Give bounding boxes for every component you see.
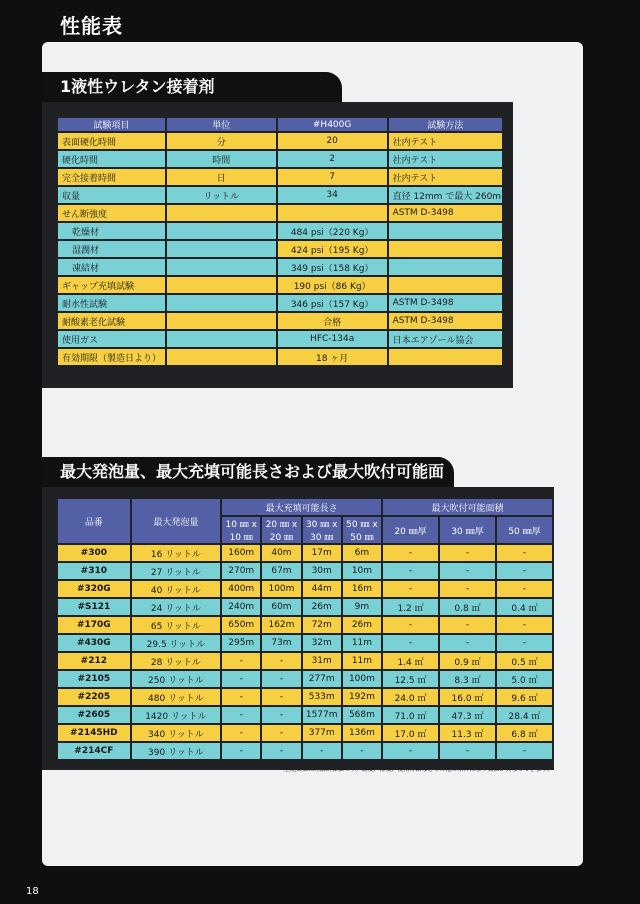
header-max-length: 最大充填可能長さ [222, 499, 381, 515]
row-method [389, 259, 502, 275]
table-row [58, 599, 552, 615]
size-a: 20 ㎜ x [265, 520, 298, 530]
foam-capacity-table [56, 497, 554, 761]
table-row [58, 707, 552, 723]
row-unit [167, 313, 276, 329]
length-value: 192m [343, 689, 381, 705]
row-method: 社内テスト [389, 151, 502, 167]
row-value: 424 psi（195 Kg） [278, 241, 387, 257]
row-item: 耐水性試験 [58, 295, 165, 311]
section-adhesive-title: 1液性ウレタン接着剤 [42, 72, 342, 102]
length-value: 17m [303, 545, 341, 561]
row-method [389, 277, 502, 293]
area-value: - [497, 545, 552, 561]
row-unit [167, 223, 276, 239]
length-value: 400m [222, 581, 260, 597]
header-test-item: 試験項目 [58, 118, 165, 131]
length-value: 270m [222, 563, 260, 579]
footnote: 上記数値は理論計算値です。温度、湿度、使用方法などその他の条件により数値が異なってきます。 [284, 766, 554, 773]
row-method: ASTM D-3498 [389, 205, 502, 221]
length-value: 377m [303, 725, 341, 741]
row-item: 収量 [58, 187, 165, 203]
area-value: 0.4 ㎡ [497, 599, 552, 615]
size-b: 30 ㎜ [310, 533, 334, 543]
area-value: - [497, 563, 552, 579]
table-row [58, 187, 502, 203]
header-area-30: 30 ㎜厚 [440, 517, 495, 543]
section-foam-title: 最大発泡量、最大充填可能長さおよび最大吹付可能面 [42, 457, 454, 487]
product-code: #S121 [58, 599, 130, 615]
adhesive-spec-table [56, 116, 504, 367]
max-foam-value: 65 リットル [132, 617, 220, 633]
product-code: #430G [58, 635, 130, 651]
area-value: - [497, 617, 552, 633]
row-value: 合格 [278, 313, 387, 329]
length-value: - [303, 743, 341, 759]
area-value: 28.4 ㎡ [497, 707, 552, 723]
length-value: 32m [303, 635, 341, 651]
length-value: - [262, 743, 300, 759]
length-value: 10m [343, 563, 381, 579]
length-value: 568m [343, 707, 381, 723]
product-code: #320G [58, 581, 130, 597]
header-length-30 [303, 517, 341, 543]
row-unit [167, 349, 276, 365]
row-method [389, 223, 502, 239]
row-method: 日本エアゾール協会 [389, 331, 502, 347]
size-b: 20 ㎜ [269, 533, 294, 543]
length-value: - [262, 653, 300, 669]
row-method: 社内テスト [389, 169, 502, 185]
area-value: - [383, 635, 438, 651]
area-value: - [383, 545, 438, 561]
row-value: 18 ヶ月 [278, 349, 387, 365]
area-value: 1.2 ㎡ [383, 599, 438, 615]
row-item: 凍結材 [58, 259, 165, 275]
max-foam-value: 29.5 リットル [132, 635, 220, 651]
header-max-area: 最大吹付可能面積 [383, 499, 552, 515]
row-method: 社内テスト [389, 133, 502, 149]
length-value: 30m [303, 563, 341, 579]
table-row [58, 169, 502, 185]
length-value: 67m [262, 563, 300, 579]
area-value: 71.0 ㎡ [383, 707, 438, 723]
row-value: 34 [278, 187, 387, 203]
row-unit: 日 [167, 169, 276, 185]
row-method: ASTM D-3498 [389, 313, 502, 329]
size-b: 50 ㎜ [350, 533, 374, 543]
table-row [58, 743, 552, 759]
length-value: - [343, 743, 381, 759]
size-a: 30 ㎜ x [305, 520, 338, 530]
row-method [389, 349, 502, 365]
product-code: #2205 [58, 689, 130, 705]
row-unit [167, 295, 276, 311]
table-row [58, 205, 502, 221]
length-value: 160m [222, 545, 260, 561]
length-value: 40m [262, 545, 300, 561]
length-value: - [222, 689, 260, 705]
table-row [58, 277, 502, 293]
area-value: 0.9 ㎡ [440, 653, 495, 669]
area-value: 24.0 ㎡ [383, 689, 438, 705]
length-value: - [262, 725, 300, 741]
row-value [278, 205, 387, 221]
area-value: - [440, 581, 495, 597]
length-value: 73m [262, 635, 300, 651]
row-item: 表面硬化時間 [58, 133, 165, 149]
table-row [58, 133, 502, 149]
product-code: #214CF [58, 743, 130, 759]
length-value: 16m [343, 581, 381, 597]
max-foam-value: 24 リットル [132, 599, 220, 615]
length-value: 60m [262, 599, 300, 615]
row-item: 乾燥材 [58, 223, 165, 239]
page-title: 性能表 [60, 14, 123, 38]
length-value: 136m [343, 725, 381, 741]
length-value: 1577m [303, 707, 341, 723]
table-row [58, 653, 552, 669]
table-row [58, 295, 502, 311]
area-value: - [383, 581, 438, 597]
table-row [58, 313, 502, 329]
header-product: #H400G [278, 118, 387, 131]
row-item: 耐酸素老化試験 [58, 313, 165, 329]
row-unit [167, 331, 276, 347]
area-value: 6.8 ㎡ [497, 725, 552, 741]
header-length-10 [222, 517, 260, 543]
length-value: 100m [262, 581, 300, 597]
area-value: 17.0 ㎡ [383, 725, 438, 741]
header-unit: 単位 [167, 118, 276, 131]
table-row [58, 151, 502, 167]
length-value: 240m [222, 599, 260, 615]
area-value: 9.6 ㎡ [497, 689, 552, 705]
area-value: 0.5 ㎡ [497, 653, 552, 669]
row-value: 7 [278, 169, 387, 185]
max-foam-value: 480 リットル [132, 689, 220, 705]
page-number: 18 [26, 886, 39, 897]
size-b: 10 ㎜ [229, 533, 253, 543]
length-value: 295m [222, 635, 260, 651]
area-value: 11.3 ㎡ [440, 725, 495, 741]
row-item: ギャップ充填試験 [58, 277, 165, 293]
length-value: 650m [222, 617, 260, 633]
product-code: #2105 [58, 671, 130, 687]
area-value: 47.3 ㎡ [440, 707, 495, 723]
length-value: - [222, 671, 260, 687]
area-value: - [440, 545, 495, 561]
row-method: 直径 12mm で最大 260m [389, 187, 502, 203]
row-item: 硬化時間 [58, 151, 165, 167]
product-code: #2605 [58, 707, 130, 723]
area-value: - [440, 743, 495, 759]
length-value: - [222, 725, 260, 741]
row-method: ASTM D-3498 [389, 295, 502, 311]
row-value: 2 [278, 151, 387, 167]
row-unit: リットル [167, 187, 276, 203]
header-length-20 [262, 517, 300, 543]
area-value: - [440, 617, 495, 633]
row-value: 190 psi（86 Kg） [278, 277, 387, 293]
area-value: 16.0 ㎡ [440, 689, 495, 705]
table-row [58, 223, 502, 239]
header-area-20: 20 ㎜厚 [383, 517, 438, 543]
length-value: 100m [343, 671, 381, 687]
row-unit: 分 [167, 133, 276, 149]
row-unit: 時間 [167, 151, 276, 167]
product-code: #300 [58, 545, 130, 561]
length-value: - [222, 707, 260, 723]
length-value: 277m [303, 671, 341, 687]
max-foam-value: 40 リットル [132, 581, 220, 597]
length-value: 44m [303, 581, 341, 597]
row-item: 有効期限（製造日より） [58, 349, 165, 365]
header-product-code: 品番 [58, 499, 130, 543]
length-value: 72m [303, 617, 341, 633]
area-value: - [497, 581, 552, 597]
max-foam-value: 390 リットル [132, 743, 220, 759]
length-value: - [262, 707, 300, 723]
area-value: - [440, 635, 495, 651]
max-foam-value: 27 リットル [132, 563, 220, 579]
table-row [58, 725, 552, 741]
product-code: #170G [58, 617, 130, 633]
header-test-method: 試験方法 [389, 118, 502, 131]
row-method [389, 241, 502, 257]
table-row [58, 349, 502, 365]
row-value: 20 [278, 133, 387, 149]
length-value: 11m [343, 635, 381, 651]
max-foam-value: 340 リットル [132, 725, 220, 741]
size-a: 50 ㎜ x [346, 520, 378, 530]
header-length-50 [343, 517, 381, 543]
length-value: 162m [262, 617, 300, 633]
area-value: 0.8 ㎡ [440, 599, 495, 615]
length-value: 26m [343, 617, 381, 633]
product-code: #310 [58, 563, 130, 579]
area-value: - [497, 635, 552, 651]
row-item: 完全接着時間 [58, 169, 165, 185]
table-row [58, 545, 552, 561]
header-max-foam: 最大発泡量 [132, 499, 220, 543]
area-value: - [440, 563, 495, 579]
length-value: 31m [303, 653, 341, 669]
table-row [58, 563, 552, 579]
length-value: 26m [303, 599, 341, 615]
row-unit [167, 241, 276, 257]
length-value: 9m [343, 599, 381, 615]
row-item: 湿潤材 [58, 241, 165, 257]
length-value: - [262, 689, 300, 705]
area-value: 12.5 ㎡ [383, 671, 438, 687]
table-row [58, 581, 552, 597]
max-foam-value: 16 リットル [132, 545, 220, 561]
table-row [58, 617, 552, 633]
area-value: 8.3 ㎡ [440, 671, 495, 687]
length-value: - [222, 653, 260, 669]
length-value: - [222, 743, 260, 759]
length-value: 11m [343, 653, 381, 669]
length-value: 6m [343, 545, 381, 561]
row-value: 346 psi（157 Kg） [278, 295, 387, 311]
area-value: - [383, 617, 438, 633]
max-foam-value: 250 リットル [132, 671, 220, 687]
area-value: 5.0 ㎡ [497, 671, 552, 687]
table-row [58, 635, 552, 651]
header-area-50: 50 ㎜厚 [497, 517, 552, 543]
length-value: 533m [303, 689, 341, 705]
table-row [58, 259, 502, 275]
row-value: 484 psi（220 Kg） [278, 223, 387, 239]
area-value: 1.4 ㎡ [383, 653, 438, 669]
row-unit [167, 277, 276, 293]
row-value: 349 psi（158 Kg） [278, 259, 387, 275]
table-row [58, 671, 552, 687]
row-unit [167, 259, 276, 275]
row-item: せん断強度 [58, 205, 165, 221]
product-code: #2145HD [58, 725, 130, 741]
area-value: - [383, 563, 438, 579]
size-a: 10 ㎜ x [225, 520, 257, 530]
area-value: - [383, 743, 438, 759]
area-value: - [497, 743, 552, 759]
row-value: HFC-134a [278, 331, 387, 347]
max-foam-value: 28 リットル [132, 653, 220, 669]
product-code: #212 [58, 653, 130, 669]
row-unit [167, 205, 276, 221]
table-row [58, 689, 552, 705]
max-foam-value: 1420 リットル [132, 707, 220, 723]
table-row [58, 331, 502, 347]
row-item: 使用ガス [58, 331, 165, 347]
length-value: - [262, 671, 300, 687]
table-row [58, 241, 502, 257]
